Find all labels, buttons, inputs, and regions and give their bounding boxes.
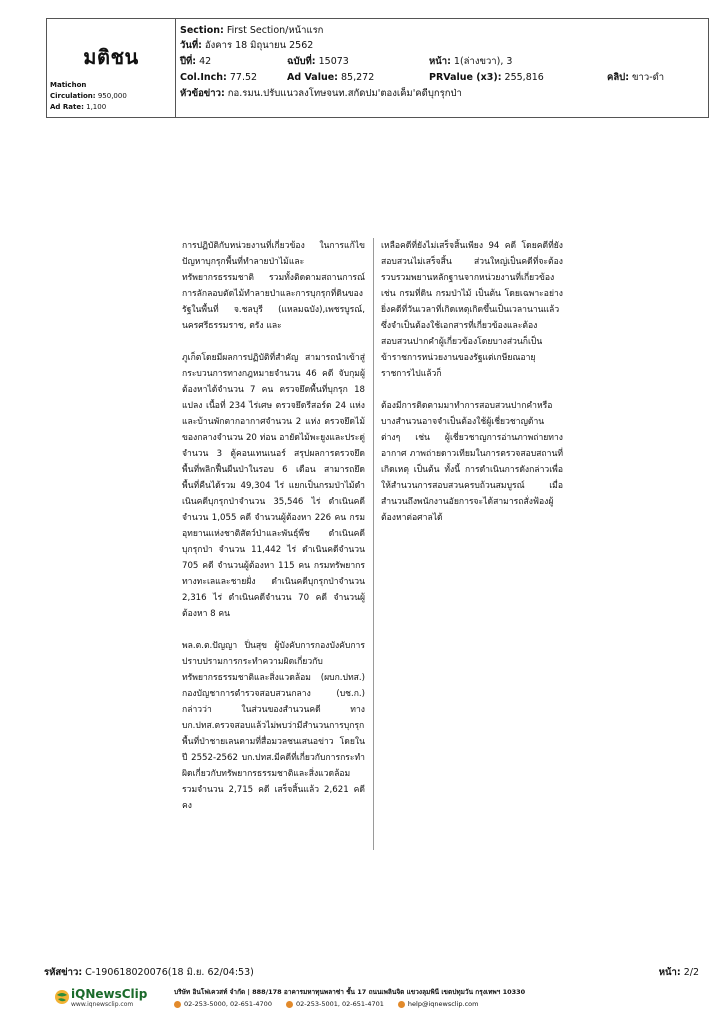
prvalue-label: PRValue (x3):	[429, 72, 502, 83]
fax-icon	[286, 1001, 293, 1008]
section-row	[180, 24, 323, 38]
contact-row	[174, 1000, 478, 1008]
advalue-value: 85,272	[341, 72, 375, 83]
article-paragraph: ภูเก็ตโดยมีผลการปฏิบัติที่สำคัญ สามารถนำเข้าสู่กระบวนการทางกฎหมายจำนวน 46 คดี จับกุมผู้ต้องหาได้จำนวน 7 คน ตรวจยึดพื้นที่บุกรุก 18 แปลง เนื้อที่ 234 ไร่เศษ ตรวจยึดรีสอร์ต 24 แห่ง และบ้านพักตากอากาศจำนวน 2 แห่ง ตรวจยึดไม้ของกลางจำนวน 20 ท่อน อายัดไม้พะยูงและประดู่จำนวน 3 ตู้คอนเทนเนอร์ สรุปผลการตรวจยึดพื้นที่พลิกฟื้นผืนป่าในรอบ 6 เดือน สามารถยึดพื้นที่คืนได้รวม 49,304 ไร่ แยกเป็นกรมป่าไม้ดำเนินคดีบุกรุกป่าจำนวน 35,546 ไร่ ดำเนินคดีจำนวน 1,055 คดี จำนวนผู้ต้องหา 226 คน กรมอุทยานแห่งชาติสัตว์ป่าและพันธุ์พืช ดำเนินคดีบุกรุกป่า จำนวน 11,442 ไร่ ดำเนินคดีจำนวน 705 คดี จำนวนผู้ต้องหา 115 คน กรมทรัพยากรทางทะเลและชายฝั่ง ดำเนินคดีบุกรุกป่าจำนวน 2,316 ไร่ ดำเนินคดีจำนวน 70 คดี จำนวนผู้ต้องหา 8 คน	[182, 353, 365, 619]
phone-contact	[174, 1000, 272, 1008]
reference-label: รหัสข่าว:	[44, 967, 83, 978]
page-number	[659, 965, 699, 980]
headline-row	[180, 87, 462, 101]
footer-bar	[44, 984, 709, 1014]
page-value: 1(ล่างขวา), 3	[453, 56, 513, 67]
issue-label: ฉบับที่:	[287, 56, 316, 67]
phone-value: 02-253-5000, 02-651-4700	[184, 1000, 272, 1008]
email-icon	[398, 1001, 405, 1008]
column-divider	[373, 238, 374, 850]
email-contact[interactable]	[398, 1000, 479, 1008]
page-number-value: 2/2	[683, 967, 699, 978]
page-label: หน้า:	[429, 56, 451, 67]
phone-icon	[174, 1001, 181, 1008]
section-label: Section:	[180, 25, 224, 36]
article-column-1	[182, 238, 365, 830]
brand-name: iQNewsClip	[71, 987, 148, 1001]
year-value: 42	[199, 56, 212, 67]
ad-rate-value: 1,100	[86, 103, 107, 111]
circulation-value: 950,000	[97, 92, 127, 100]
clip-label: คลิป:	[607, 72, 630, 83]
prvalue-value: 255,816	[504, 72, 544, 83]
circulation	[50, 92, 127, 101]
ad-rate-label: Ad Rate:	[50, 103, 84, 111]
publication-panel	[47, 19, 176, 117]
colinch-value: 77.52	[229, 72, 258, 83]
year-label: ปีที่:	[180, 56, 197, 67]
clip-header	[46, 18, 709, 118]
headline-value: กอ.รมน.ปรับแนวลงโทษจนท.สกัดปม'ตองเค็ม'คดีบุกรุกป่า	[227, 88, 462, 99]
issue-value: 15073	[318, 56, 349, 67]
publication-name: Matichon	[50, 81, 87, 89]
colinch-label: Col.Inch:	[180, 72, 227, 83]
brand-url[interactable]: www.iqnewsclip.com	[71, 1001, 134, 1008]
advalue-label: Ad Value:	[287, 72, 338, 83]
article-paragraph: ต้องมีการติดตามมาทำการสอบสวนปากคำหรือบางสำนวนอาจจำเป็นต้องใช้ผู้เชี่ยวชาญด้านต่างๆ เช่น ผู้เชี่ยวชาญการอ่านภาพถ่ายทางอากาศ ภาพถ่ายดาวเทียมในการตรวจสอบสถานที่เกิดเหตุ เป็นต้น ทั้งนี้ การดำเนินการดังกล่าวเพื่อให้สำนวนการสอบสวนครบถ้วนสมบูรณ์ เมื่อสำนวนถึงพนักงานอัยการจะได้สามารถสั่งฟ้องผู้ต้องหาต่อศาลได้	[381, 401, 563, 523]
clip-value: ขาว-ดำ	[632, 72, 665, 83]
article-paragraph: เหลือคดีที่ยังไม่เสร็จสิ้นเพียง 94 คดี โดยคดีที่ยังสอบสวนไม่เสร็จสิ้น ส่วนใหญ่เป็นคดีที่จะต้องรวบรวมพยานหลักฐานจากหน่วยงานที่เกี่ยวข้อง เช่น กรมที่ดิน กรมป่าไม้ เป็นต้น โดยเฉพาะอย่างยิ่งคดีที่วันเวลาที่เกิดเหตุเกิดขึ้นเป็นเวลานานแล้ว ซึ่งจำเป็นต้องใช้เอกสารที่เกี่ยวข้องและต้องสอบสวนปากคำผู้เกี่ยวข้องโดยบางส่วนก็เป็นข้าราชการหน่วยงานของรัฐแต่เกษียณอายุราชการไปแล้วก็	[381, 241, 563, 379]
clip-metadata	[175, 19, 709, 117]
headline-label: หัวข้อข่าว:	[180, 88, 225, 99]
reference-value: C-190618020076(18 มิ.ย. 62/04:53)	[85, 967, 254, 978]
iqnewsclip-logo[interactable]	[54, 987, 150, 1011]
fax-contact	[286, 1000, 384, 1008]
email-value[interactable]: help@iqnewsclip.com	[407, 1000, 479, 1008]
page-number-label: หน้า:	[658, 967, 681, 978]
date-row	[180, 39, 313, 53]
company-address: บริษัท อินโฟเควสท์ จำกัด | 888/178 อาคารมหาทุนพลาซ่า ชั้น 17 ถนนเพลินจิต แขวงลุมพินี เขตปทุมวัน กรุงเทพฯ 10330	[174, 988, 526, 996]
publication-logo: มติชน	[83, 45, 139, 69]
fax-value: 02-253-5001, 02-651-4701	[295, 1000, 384, 1008]
article-paragraph: พล.ต.ต.ปัญญา ปิ่นสุข ผู้บังคับการกองบังคับการปราบปรามการกระทำความผิดเกี่ยวกับทรัพยากรธรรมชาติและสิ่งแวดล้อม (ผบก.ปทส.) กองบัญชาการตำรวจสอบสวนกลาง (บช.ก.) กล่าวว่า ในส่วนของสำนวนคดี ทาง บก.ปทส.ตรวจสอบแล้วไม่พบว่ามีสำนวนการบุกรุกพื้นที่ป่าชายเลนตามที่สื่อมวลชนเสนอข่าว โดยในปี 2552-2562 บก.ปทส.มีคดีที่เกี่ยวกับการกระทำผิดเกี่ยวกับทรัพยากรธรรมชาติและสิ่งแวดล้อม รวมจำนวน 2,715 คดี เสร็จสิ้นแล้ว 2,621 คดี คง	[182, 641, 365, 811]
date-value: อังคาร 18 มิถุนายน 2562	[204, 40, 314, 51]
section-value: First Section/หน้าแรก	[226, 25, 324, 36]
circulation-label: Circulation:	[50, 92, 96, 100]
article-column-2	[381, 238, 563, 542]
news-reference	[44, 965, 254, 980]
article-paragraph: การปฏิบัติกับหน่วยงานที่เกี่ยวข้อง ในการแก้ไขปัญหาบุกรุกพื้นที่ทำลายป่าไม้และทรัพยากรธรรมชาติ รวมทั้งติดตามสถานการณ์การลักลอบตัดไม้ทำลายป่าและการบุกรุกที่ดินของรัฐในพื้นที่ จ.ชลบุรี (แหลมฉบัง),เพชรบูรณ์, นครศรีธรรมราช, ตรัง และ	[182, 241, 365, 331]
globe-icon	[54, 989, 70, 1005]
date-label: วันที่:	[180, 40, 202, 51]
ad-rate	[50, 103, 106, 112]
